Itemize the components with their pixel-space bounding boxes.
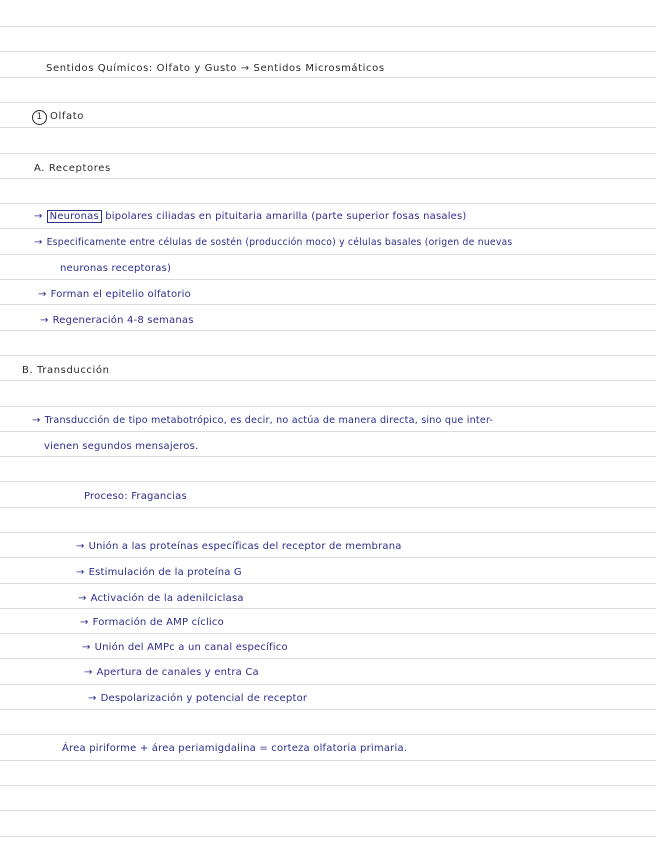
step-text: Apertura de canales y entra Ca <box>96 667 259 678</box>
bullet-item <box>34 236 512 250</box>
bullet-text: Regeneración 4-8 semanas <box>52 315 194 326</box>
process-step <box>82 641 288 655</box>
arrow-icon: → <box>76 567 85 578</box>
ruled-line <box>0 760 656 761</box>
ruled-line <box>0 355 656 356</box>
arrow-icon: → <box>82 642 91 653</box>
ruled-line <box>0 709 656 710</box>
ruled-line <box>0 456 656 457</box>
step-text: Unión del AMPc a un canal específico <box>94 642 288 653</box>
bullet-item <box>38 288 191 302</box>
ruled-line <box>0 557 656 558</box>
bullet-text: Especificamente entre células de sostén (producción moco) y células basales (origen de nuevas <box>46 237 513 248</box>
section-number: 1 <box>32 110 47 125</box>
process-label: Proceso: Fragancias <box>84 491 187 502</box>
paragraph-text-continued: vienen segundos mensajeros. <box>44 441 199 452</box>
ruled-line <box>0 406 656 407</box>
ruled-line <box>0 380 656 381</box>
ruled-line <box>0 532 656 533</box>
bullet-text-continued: neuronas receptoras) <box>60 263 172 274</box>
arrow-icon: → <box>76 541 85 552</box>
ruled-line <box>0 254 656 255</box>
ruled-line <box>0 734 656 735</box>
ruled-line <box>0 203 656 204</box>
bullet-item <box>40 314 194 328</box>
ruled-line <box>0 77 656 78</box>
arrow-icon: → <box>40 315 49 326</box>
step-text: Estimulación de la proteína G <box>88 567 242 578</box>
arrow-icon: → <box>84 667 93 678</box>
arrow-icon: → <box>34 211 43 222</box>
process-step <box>88 692 307 706</box>
bullet-text: Forman el epitelio olfatorio <box>50 289 191 300</box>
ruled-line <box>0 658 656 659</box>
ruled-line <box>0 507 656 508</box>
process-step <box>80 616 224 630</box>
section-heading-olfato <box>32 110 84 125</box>
ruled-line <box>0 102 656 103</box>
ruled-line <box>0 608 656 609</box>
step-text: Unión a las proteínas específicas del receptor de membrana <box>88 541 402 552</box>
ruled-line <box>0 431 656 432</box>
ruled-line <box>0 810 656 811</box>
ruled-line <box>0 481 656 482</box>
ruled-line <box>0 153 656 154</box>
process-step <box>76 540 402 554</box>
ruled-line <box>0 684 656 685</box>
subheading-receptores: A. Receptores <box>34 163 111 174</box>
ruled-line <box>0 51 656 52</box>
process-step <box>84 666 259 680</box>
ruled-line <box>0 127 656 128</box>
ruled-line <box>0 178 656 179</box>
process-step <box>78 592 244 606</box>
process-step <box>76 566 242 580</box>
step-text: Activación de la adenilciclasa <box>90 593 244 604</box>
section-label: Olfato <box>50 111 84 122</box>
paragraph-text: Transducción de tipo metabotrópico, es decir, no actúa de manera directa, sino que inter- <box>44 415 494 426</box>
bullet-text: bipolares ciliadas en pituitaria amarilla (parte superior fosas nasales) <box>105 211 467 222</box>
ruled-line <box>0 785 656 786</box>
page-title: Sentidos Químicos: Olfato y Gusto → Sentidos Microsmáticos <box>46 63 385 74</box>
ruled-line <box>0 304 656 305</box>
summary-line: Área piriforme + área periamigdalina = corteza olfatoria primaria. <box>62 743 408 754</box>
ruled-line <box>0 228 656 229</box>
ruled-line <box>0 583 656 584</box>
bullet-item <box>34 210 467 224</box>
ruled-line <box>0 330 656 331</box>
arrow-icon: → <box>34 237 43 248</box>
step-text: Despolarización y potencial de receptor <box>100 693 308 704</box>
ruled-line <box>0 836 656 837</box>
arrow-icon: → <box>88 693 97 704</box>
arrow-icon: → <box>38 289 47 300</box>
boxed-term: Neuronas <box>47 210 102 223</box>
arrow-icon: → <box>80 617 89 628</box>
ruled-line <box>0 633 656 634</box>
arrow-icon: → <box>78 593 87 604</box>
step-text: Formación de AMP cíclico <box>92 617 224 628</box>
arrow-icon: → <box>32 415 41 426</box>
subheading-transduccion: B. Transducción <box>22 365 110 376</box>
ruled-line <box>0 279 656 280</box>
paragraph <box>32 414 493 428</box>
ruled-line <box>0 26 656 27</box>
